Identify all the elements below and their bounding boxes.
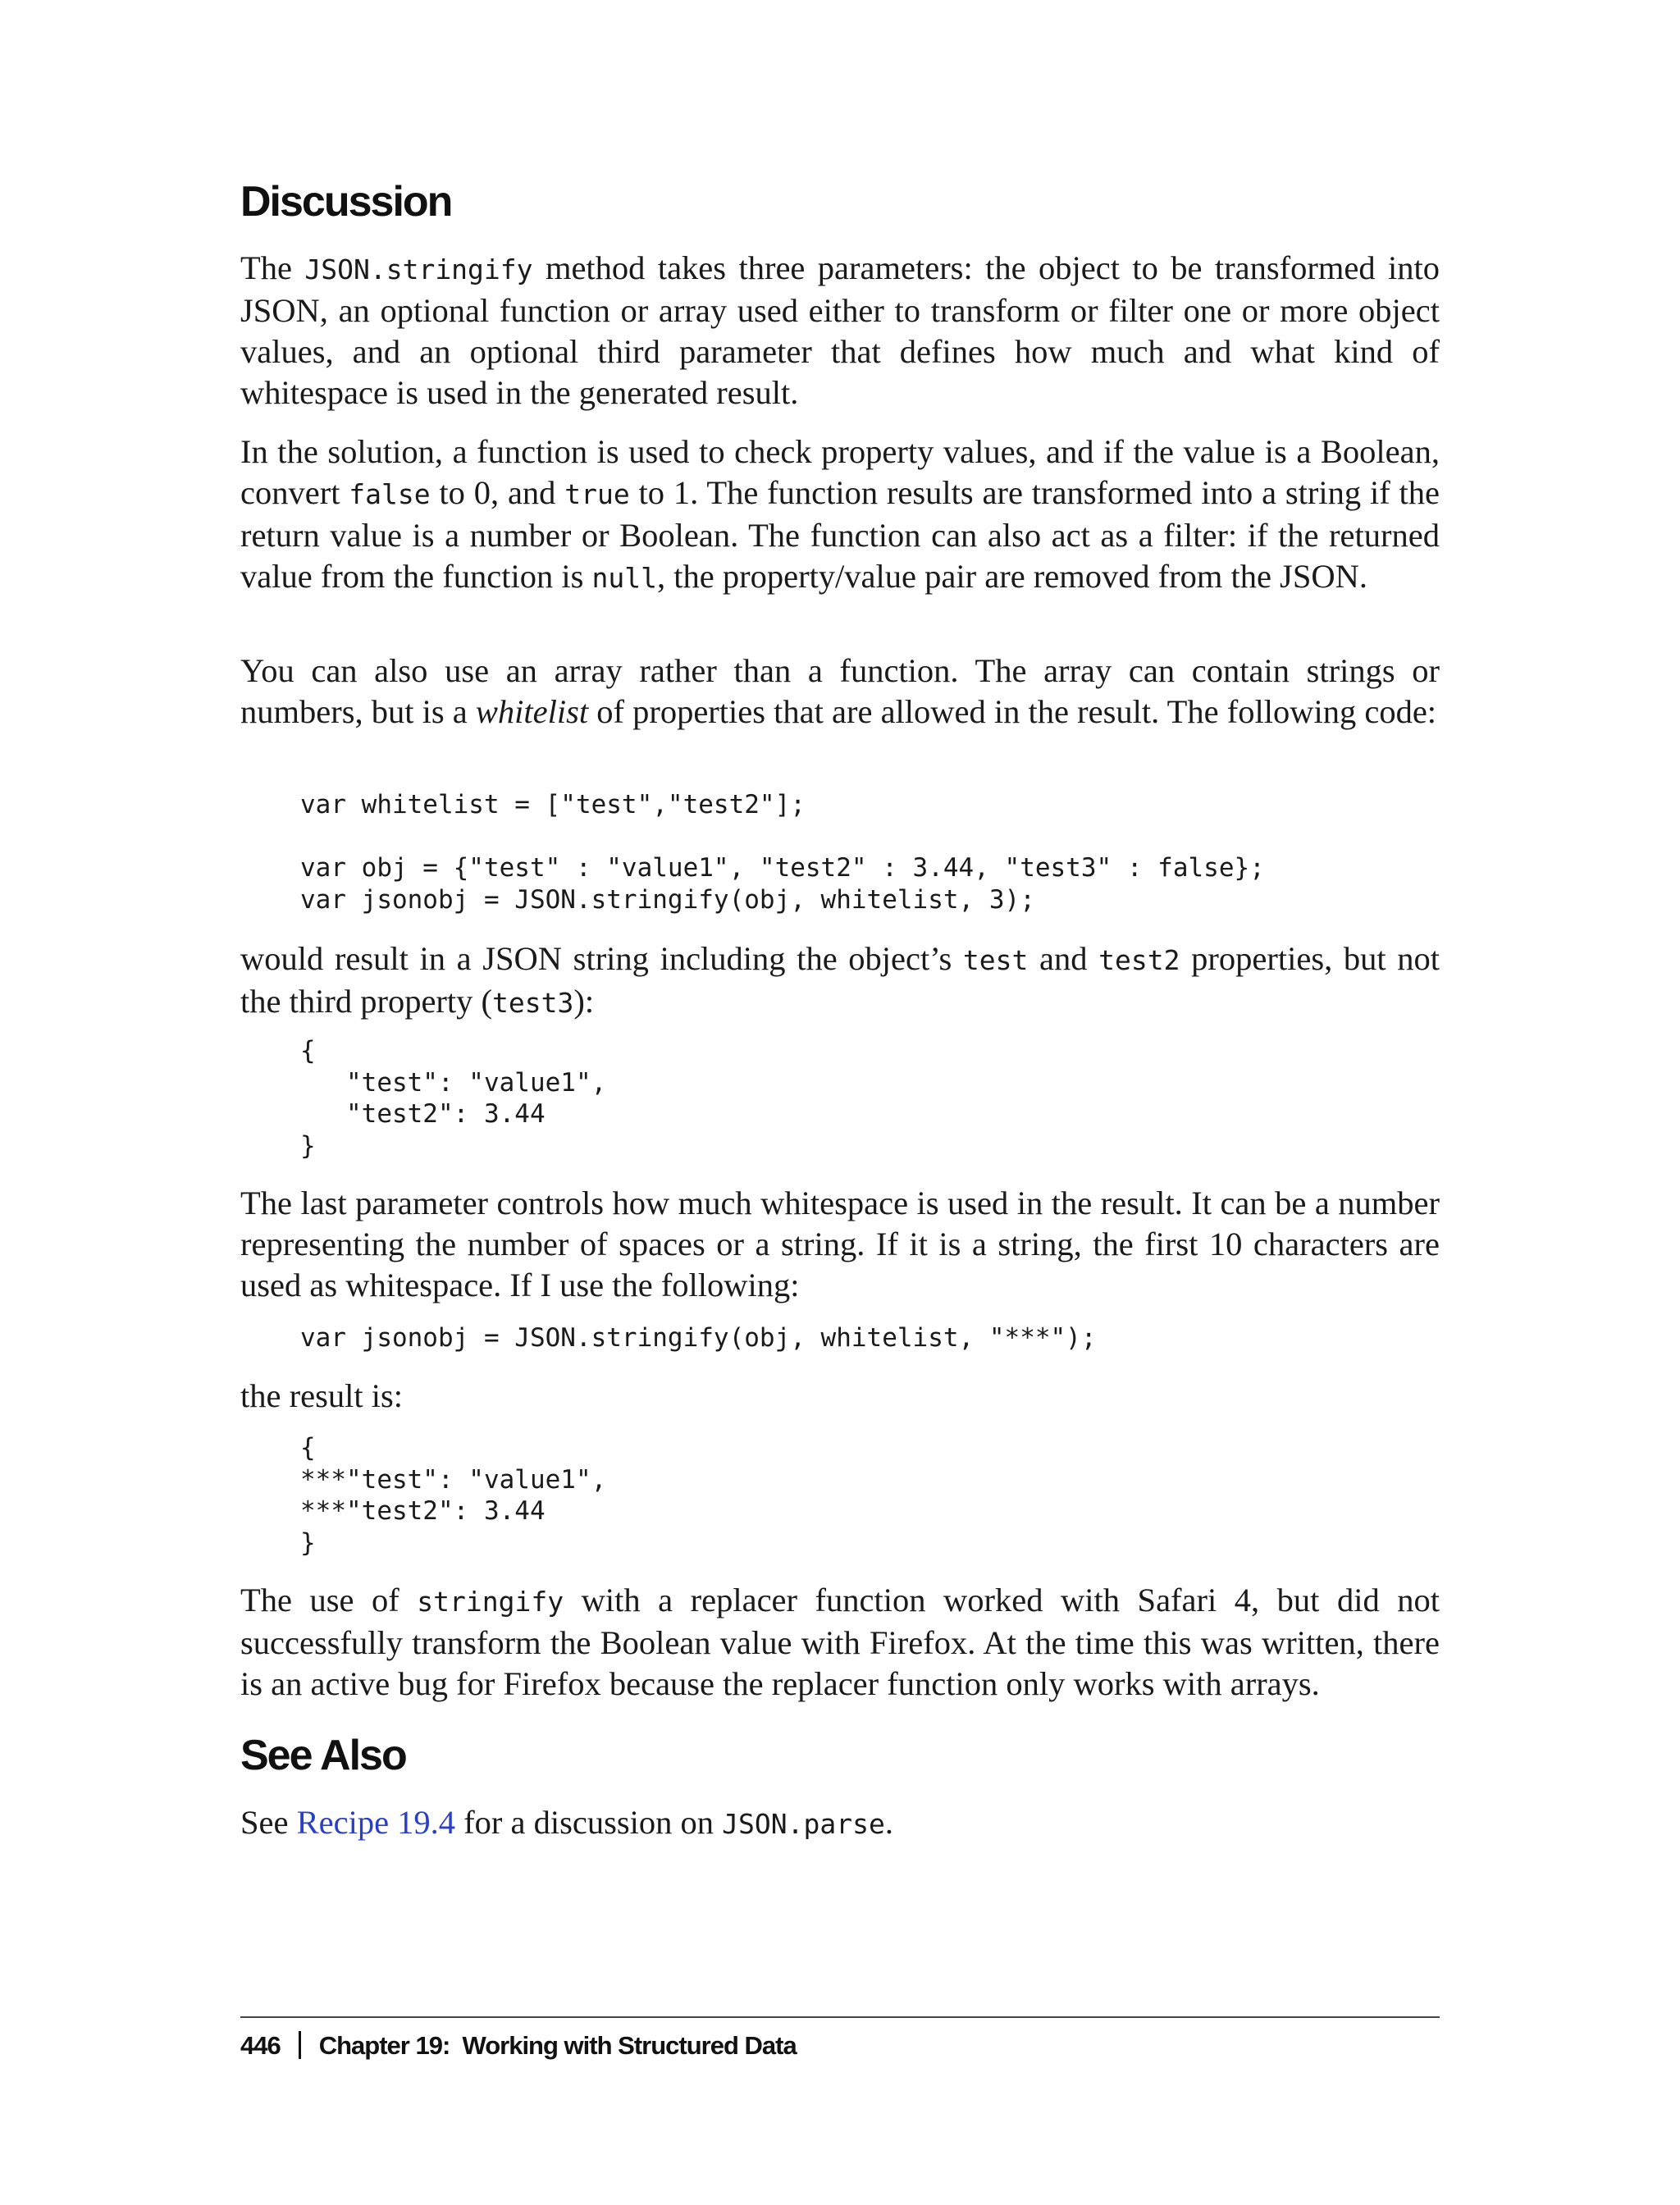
text: the result is: [240,1377,403,1414]
footer-separator [299,2031,301,2059]
inline-code: test2 [1098,944,1180,976]
paragraph-array-whitelist [240,651,1440,733]
text: See [240,1804,297,1841]
code-block-result-3-spaces: { "test": "value1", "test2": 3.44 } [300,1036,607,1161]
text: to 1. The function results are transformed into a string if the return value is a number or Boolean. The function can also act as a filter: if the returned value from the function is [240,474,1440,595]
text: with a replacer function worked with Safari 4, but did not successfully transform the Boolean value with Firefox. At the time this was written, there is an active bug for Firefox because the replacer function only works with arrays. [240,1582,1440,1702]
emphasis: whitelist [475,693,589,730]
page-footer [240,2031,797,2061]
inline-code: stringify [417,1586,564,1618]
inline-code: true [564,478,630,510]
paragraph-stringify-params [240,248,1440,413]
inline-code: JSON.stringify [304,253,533,285]
inline-code: JSON.parse [722,1808,885,1840]
recipe-link[interactable]: Recipe 19.4 [296,1804,456,1841]
paragraph-solution-function [240,431,1440,599]
footer-divider [240,2016,1440,2018]
paragraph-result-is [240,1376,1440,1417]
chapter-title: Chapter 19: Working with Structured Data [318,2031,797,2060]
paragraph-whitespace-parameter [240,1183,1440,1306]
text: ): [573,983,595,1020]
paragraph-replacer-compat [240,1580,1440,1705]
heading-discussion: Discussion [240,178,452,226]
code-block-stringify-stars: var jsonobj = JSON.stringify(obj, whitelist, "***"); [300,1323,1097,1353]
text: The last parameter controls how much whitespace is used in the result. It can be a number representing the number of spaces or a string. If it is a string, the first 10 characters are used as whitespace. If I use the following: [240,1185,1440,1303]
paragraph-see-also [240,1802,1440,1845]
text: properties, but not the third property ( [240,940,1440,1020]
text: method takes three parameters: the object to be transformed into JSON, an optional function or array used either to transform or filter one or more object values, and an optional third parameter that defines how much and what kind of whitespace is used in the generated result. [240,249,1440,411]
text: of properties that are allowed in the result. The following code: [588,693,1437,730]
text: . [884,1804,893,1841]
text: for a discussion on [455,1804,723,1841]
text: The [240,249,305,286]
inline-code: null [591,562,657,594]
text: and [1028,940,1099,977]
paragraph-result-description [240,938,1440,1024]
heading-see-also: See Also [240,1732,406,1779]
inline-code: false [349,478,431,510]
page-number: 446 [240,2031,281,2060]
text: The use of [240,1582,418,1618]
inline-code: test3 [492,987,574,1019]
inline-code: test [962,944,1029,976]
text: to 0, and [430,474,565,511]
text: You can also use an array rather than a function. The array can contain strings or numbers, but is a [240,652,1440,730]
code-block-result-stars: { ***"test": "value1", ***"test2": 3.44 } [300,1433,607,1558]
text: would result in a JSON string including the object’s [240,940,963,977]
code-block-whitelist: var whitelist = ["test","test2"]; var obj = {"test" : "value1", "test2" : 3.44, "test3" : false}; var jsonobj = JSON.stringify(obj, whitelist, 3); [300,790,1265,915]
text: , the property/value pair are removed from the JSON. [657,558,1367,595]
text: In the solution, a function is used to check property values, and if the value is a Boolean, convert [240,433,1440,511]
